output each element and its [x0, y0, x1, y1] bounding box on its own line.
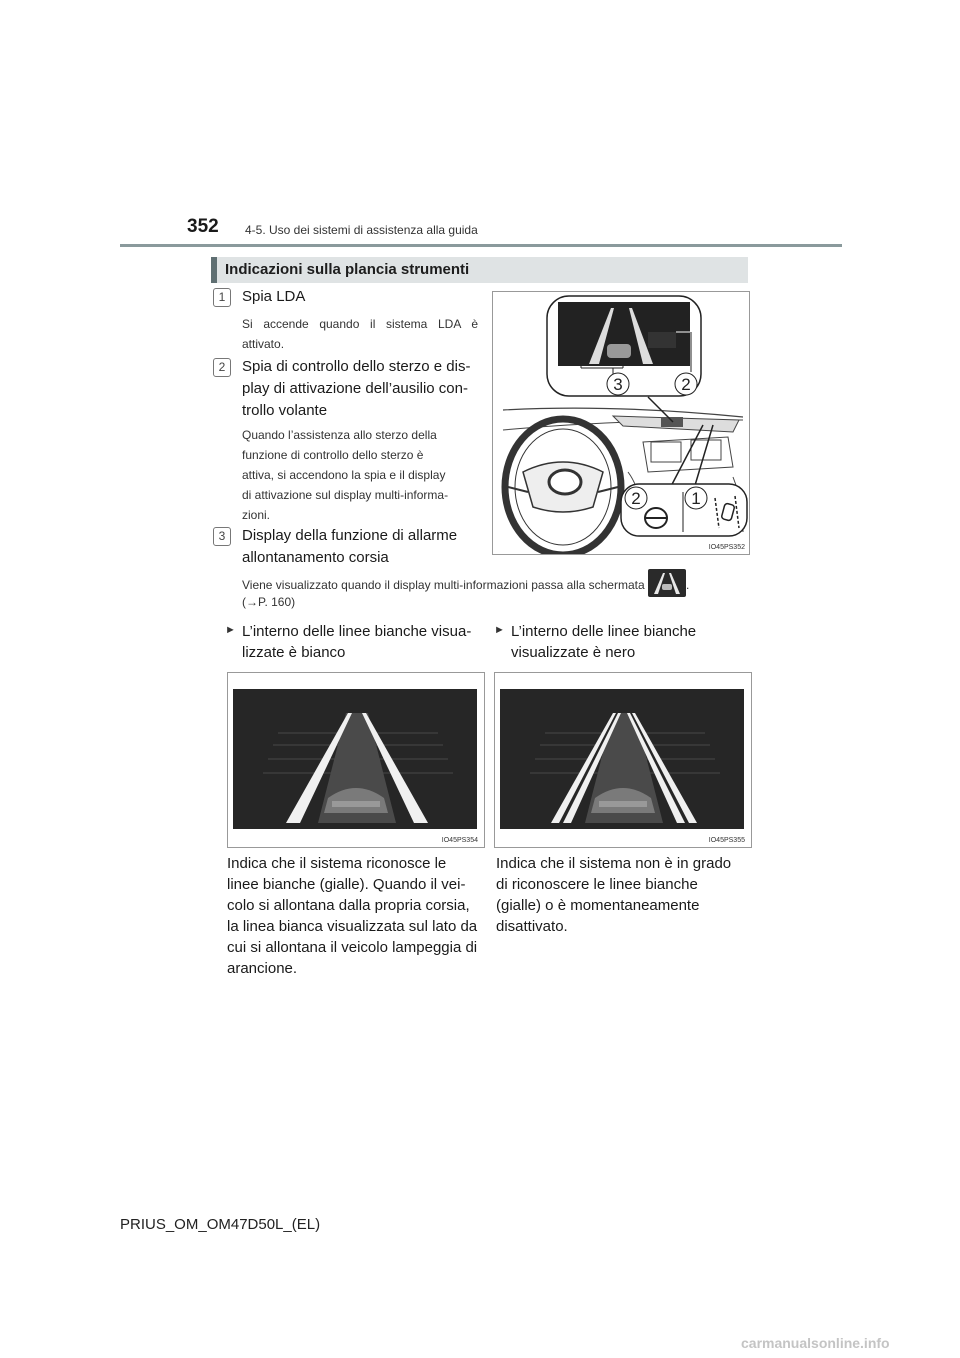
item-title-3-line: Display della funzione di allarme — [242, 527, 458, 544]
right-bullet-line: visualizzate è nero — [511, 644, 636, 661]
item-title-3-line: allontanamento corsia — [242, 549, 389, 566]
right-caption-line: disattivato. — [496, 918, 568, 935]
subheading-accent-bar — [211, 257, 217, 283]
item-body-3-line2: (→P. 160) — [242, 595, 296, 609]
left-caption — [227, 853, 479, 979]
item-body-3-line1 — [242, 572, 689, 600]
page-number: 352 — [187, 216, 219, 237]
callout-1: 1 — [691, 489, 701, 508]
item-number-badge-2: 2 — [213, 358, 231, 377]
left-caption-line: colo si allontana dalla propria corsia, — [227, 897, 470, 914]
dashboard-figure — [492, 291, 750, 555]
watermark[interactable]: carmanualsonline.info — [741, 1335, 890, 1351]
item-title-3 — [242, 525, 478, 569]
item-body-2-line: attiva, si accendono la spia e il display — [242, 468, 446, 482]
subheading-title: Indicazioni sulla plancia strumenti — [225, 261, 470, 278]
left-bullet-line: L’interno delle linee bianche visua- — [242, 623, 472, 640]
callout-3: 3 — [613, 375, 623, 394]
figure-code-main: IO45PS352 — [708, 544, 745, 551]
dashboard-illustration — [493, 292, 749, 554]
item-title-2-line: Spia di controllo dello sterzo e dis- — [242, 358, 471, 375]
left-caption-line: linee bianche (gialle). Quando il vei- — [227, 876, 466, 893]
right-caption — [496, 853, 746, 937]
item-title-1: Spia LDA — [242, 288, 306, 305]
right-caption-line: (gialle) o è momentaneamente — [496, 897, 700, 914]
lane-display-black-lines — [495, 673, 751, 847]
right-caption-line: di riconoscere le linee bianche — [496, 876, 698, 893]
item-body-2-line: di attivazione sul display multi-informa- — [242, 488, 449, 502]
item-body-1: Si accende quando il sistema LDA è attivato. — [242, 317, 478, 351]
left-caption-line: cui si allontana il veicolo lampeggia di — [227, 939, 478, 956]
right-bullet — [496, 621, 746, 663]
section-title: 4-5. Uso dei sistemi di assistenza alla guida — [245, 223, 478, 237]
left-caption-line: Indica che il sistema riconosce le — [227, 855, 447, 872]
lane-departure-screen-icon — [648, 569, 686, 597]
item-number-badge-1: 1 — [213, 288, 231, 307]
right-bullet-line: L’interno delle linee bianche — [511, 623, 697, 640]
bullet-arrow-icon: ► — [225, 624, 236, 636]
left-caption-line: la linea bianca visualizzata sul lato da — [227, 918, 478, 935]
bullet-arrow-icon: ► — [494, 624, 505, 636]
subheading-banner — [211, 257, 748, 283]
footer-document-code: PRIUS_OM_OM47D50L_(EL) — [120, 1216, 321, 1233]
figure-code-right: IO45PS355 — [708, 837, 745, 844]
display-figure-black — [494, 672, 752, 848]
item-body-3-text: Viene visualizzato quando il display multi-informazioni passa alla schermata — [242, 578, 645, 593]
left-bullet-line: lizzate è bianco — [242, 644, 346, 661]
figure-code-left: IO45PS354 — [441, 837, 478, 844]
item-body-2 — [242, 425, 478, 525]
item-title-2-line: trollo volante — [242, 402, 328, 419]
item-number-badge-3: 3 — [213, 527, 231, 546]
item-body-2-line: zioni. — [242, 508, 271, 522]
left-bullet — [227, 621, 479, 663]
item-body-2-line: funzione di controllo dello sterzo è — [242, 448, 424, 462]
callout-2b: 2 — [631, 489, 641, 508]
item-title-2-line: play di attivazione dell’ausilio con- — [242, 380, 468, 397]
display-figure-white — [227, 672, 485, 848]
callout-2: 2 — [681, 375, 691, 394]
right-caption-line: Indica che il sistema non è in grado — [496, 855, 732, 872]
header-divider — [120, 244, 842, 247]
lane-display-white-lines — [228, 673, 484, 847]
item-title-2 — [242, 356, 478, 422]
left-caption-line: arancione. — [227, 960, 298, 977]
item-body-2-line: Quando l’assistenza allo sterzo della — [242, 428, 437, 442]
item-body-3-end: . — [686, 578, 690, 593]
